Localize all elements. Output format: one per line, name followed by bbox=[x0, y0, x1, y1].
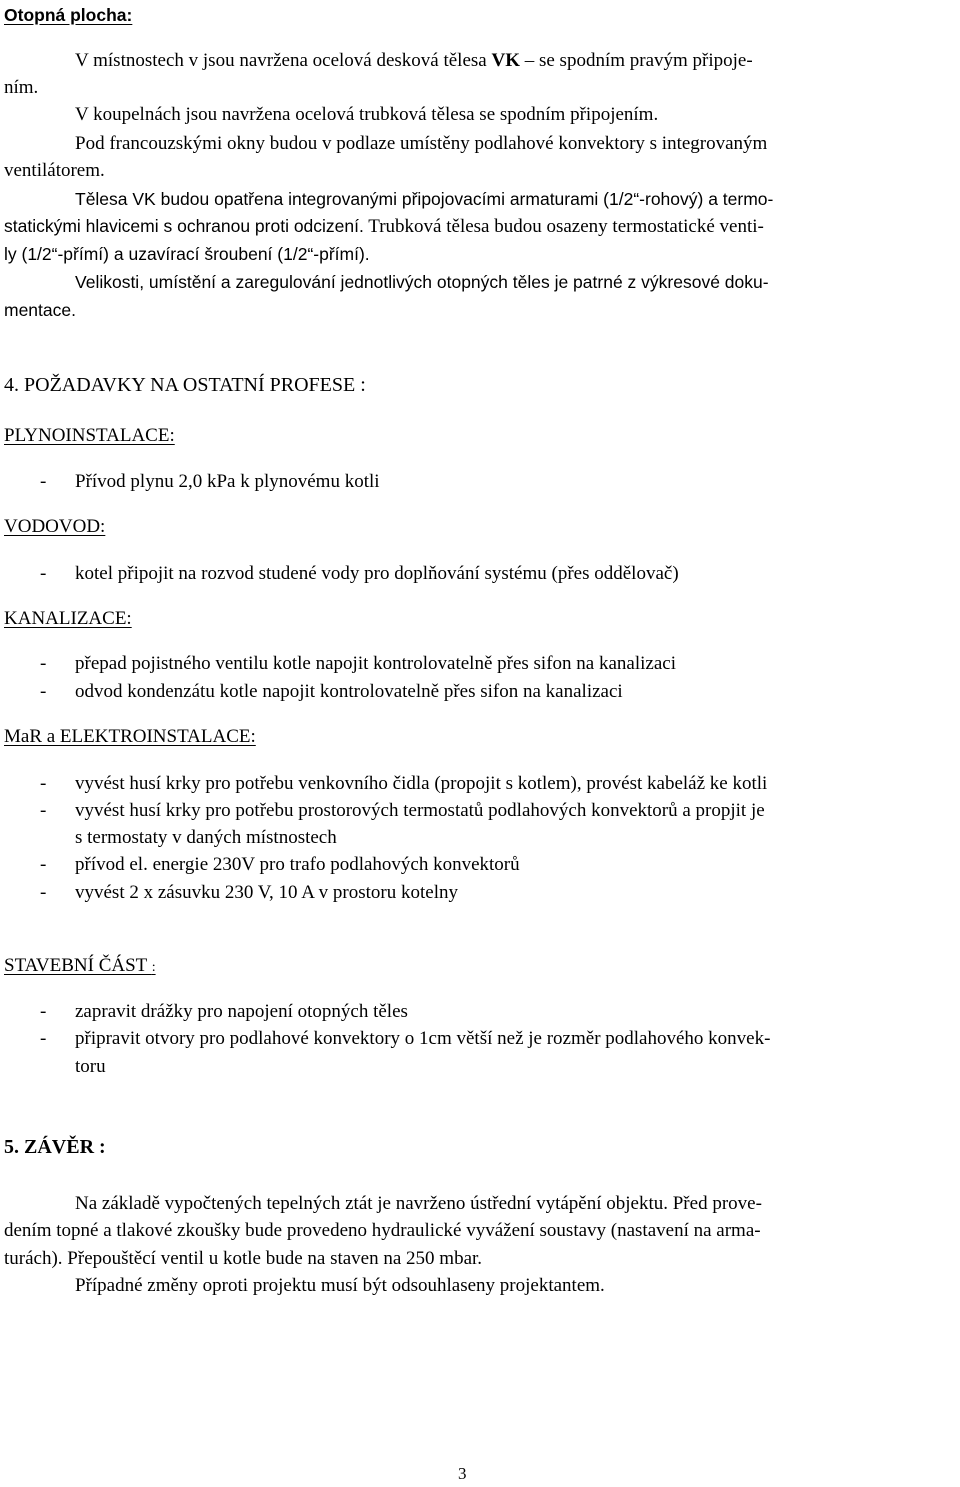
construction-heading-text: STAVEBNÍ ČÁST bbox=[4, 955, 152, 976]
list-dash: - bbox=[40, 800, 47, 821]
heating-line-2: ním. bbox=[4, 77, 39, 98]
conclusion-line-2: dením topné a tlakové zkoušky bude provedeno hydraulické vyvážení soustavy (nastavení na arma- bbox=[4, 1220, 761, 1241]
water-item-1: kotel připojit na rozvod studené vody pro doplňování systému (přes oddělovač) bbox=[75, 563, 679, 584]
heating-line-7a: statickými hlavicemi s ochranou proti odcizení. bbox=[4, 216, 364, 236]
list-dash: - bbox=[40, 1028, 47, 1049]
sewer-heading: KANALIZACE: bbox=[4, 608, 132, 629]
gas-item-1: Přívod plynu 2,0 kPa k plynovému kotli bbox=[75, 471, 380, 492]
conclusion-line-1: Na základě vypočtených tepelných ztát je navrženo ústřední vytápění objektu. Před prove- bbox=[75, 1193, 762, 1214]
heating-line-5: ventilátorem. bbox=[4, 160, 105, 181]
heating-line-10: mentace. bbox=[4, 300, 76, 320]
list-dash: - bbox=[40, 653, 47, 674]
electro-item-4: vyvést 2 x zásuvku 230 V, 10 A v prostoru kotelny bbox=[75, 882, 458, 903]
heating-line-7 bbox=[4, 213, 764, 240]
list-dash: - bbox=[40, 563, 47, 584]
construction-item-1: zapravit drážky pro napojení otopných těles bbox=[75, 1001, 408, 1022]
electro-item-3: přívod el. energie 230V pro trafo podlahových konvektorů bbox=[75, 854, 520, 875]
list-dash: - bbox=[40, 773, 47, 794]
section-4-title: 4. POŽADAVKY NA OSTATNÍ PROFESE : bbox=[4, 374, 366, 396]
heating-line-7b: Trubková tělesa budou osazeny termostatické venti- bbox=[363, 216, 764, 237]
conclusion-title: 5. ZÁVĚR : bbox=[4, 1136, 106, 1158]
list-dash: - bbox=[40, 471, 47, 492]
sewer-item-1: přepad pojistného ventilu kotle napojit kontrolovatelně přes sifon na kanalizaci bbox=[75, 653, 676, 674]
heating-line-1-end: – se spodním pravým připoje- bbox=[519, 50, 753, 71]
construction-item-2-continued: toru bbox=[75, 1056, 106, 1077]
construction-heading-colon: : bbox=[151, 960, 156, 975]
heating-line-4: Pod francouzskými okny budou v podlaze umístěny podlahové konvektory s integrovaným bbox=[75, 133, 768, 154]
page-number: 3 bbox=[458, 1464, 467, 1483]
electro-item-1: vyvést husí krky pro potřebu venkovního čidla (propojit s kotlem), provést kabeláž ke kotli bbox=[75, 773, 768, 794]
gas-heading: PLYNOINSTALACE: bbox=[4, 425, 175, 446]
list-dash: - bbox=[40, 882, 47, 903]
electro-item-2-continued: s termostaty v daných místnostech bbox=[75, 827, 337, 848]
heating-line-1-start: V místnostech v jsou navržena ocelová desková tělesa bbox=[75, 50, 492, 71]
heating-line-8: ly (1/2“-přímí) a uzavírací šroubení (1/2“-přímí). bbox=[4, 244, 370, 264]
sewer-item-2: odvod kondenzátu kotle napojit kontrolovatelně přes sifon na kanalizaci bbox=[75, 681, 623, 702]
heating-title: Otopná plocha: bbox=[4, 5, 133, 25]
heating-vk-bold: VK bbox=[491, 50, 520, 71]
conclusion-line-3: turách). Přepouštěcí ventil u kotle bude na staven na 250 mbar. bbox=[4, 1248, 483, 1269]
construction-heading bbox=[4, 952, 156, 981]
electro-heading: MaR a ELEKTROINSTALACE: bbox=[4, 726, 256, 747]
construction-item-2: připravit otvory pro podlahové konvektory o 1cm větší než je rozměr podlahového konvek- bbox=[75, 1028, 771, 1049]
heating-line-3: V koupelnách jsou navržena ocelová trubková tělesa se spodním připojením. bbox=[75, 104, 659, 125]
list-dash: - bbox=[40, 1001, 47, 1022]
list-dash: - bbox=[40, 854, 47, 875]
heating-line-1 bbox=[75, 47, 753, 74]
heating-line-9: Velikosti, umístění a zaregulování jednotlivých otopných těles je patrné z výkresové doku- bbox=[75, 272, 769, 292]
conclusion-line-4: Případné změny oproti projektu musí být odsouhlaseny projektantem. bbox=[75, 1275, 605, 1296]
electro-item-2: vyvést husí krky pro potřebu prostorových termostatů podlahových konvektorů a propjit je bbox=[75, 800, 765, 821]
water-heading: VODOVOD: bbox=[4, 516, 106, 537]
heating-line-6: Tělesa VK budou opatřena integrovanými připojovacími armaturami (1/2“-rohový) a termo- bbox=[75, 189, 774, 209]
list-dash: - bbox=[40, 681, 47, 702]
